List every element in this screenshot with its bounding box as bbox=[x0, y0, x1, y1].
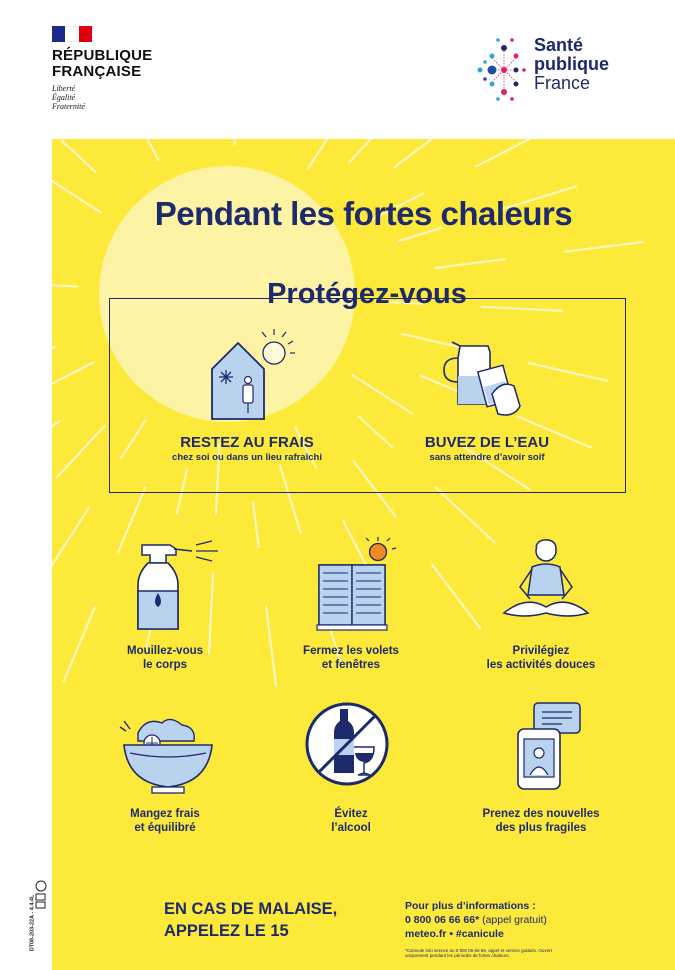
action-label-gentle-activities: Privilégiez les activités douces bbox=[486, 645, 596, 671]
no-alcohol-icon bbox=[302, 699, 392, 789]
sun-ray bbox=[138, 139, 159, 161]
action-label-avoid-alcohol: Évitez l’alcool bbox=[331, 808, 371, 834]
protect-subtitle: Protégez-vous bbox=[267, 278, 467, 310]
recycle-icon bbox=[34, 880, 48, 910]
sun-ray bbox=[266, 607, 276, 686]
french-flag-icon bbox=[52, 26, 92, 42]
protect-box bbox=[109, 298, 626, 493]
info-block bbox=[405, 899, 547, 941]
republique-francaise-logo bbox=[52, 26, 172, 111]
sun-ray bbox=[52, 362, 94, 394]
spray-bottle-icon bbox=[130, 539, 225, 634]
sante-publique-france-logo bbox=[472, 26, 642, 110]
spf-name: Santé publique France bbox=[534, 35, 609, 93]
sun-ray bbox=[64, 607, 95, 681]
sun-ray bbox=[394, 140, 430, 167]
action-label-eat-fresh: Mangez frais et équilibré bbox=[130, 808, 200, 834]
document-code: DT08-203-22A - 4.4.4L bbox=[34, 880, 54, 970]
sun-ray bbox=[62, 141, 95, 172]
phone-message-icon bbox=[512, 699, 592, 794]
sun-ray bbox=[349, 139, 397, 162]
sun-ray bbox=[253, 502, 259, 547]
poster-title: Pendant les fortes chaleurs bbox=[154, 195, 573, 232]
info-phone: 0 800 06 66 66* bbox=[405, 914, 480, 926]
republique-motto: Liberté Égalité Fraternité bbox=[52, 84, 85, 111]
food-bowl-icon bbox=[118, 711, 218, 801]
shutters-icon bbox=[317, 537, 407, 632]
sun-ray bbox=[52, 284, 77, 286]
sun-ray bbox=[52, 508, 89, 575]
sun-ray bbox=[476, 139, 547, 166]
action-label-wet-body: Mouillez-vous le corps bbox=[126, 645, 204, 671]
fine-print: *Canicule info service au 0 800 06 66 66, appel et service gratuits. Ouvert uniquement pendant les périodes de fortes chaleurs. bbox=[405, 948, 552, 958]
info-title: Pour plus d’informations : bbox=[405, 900, 536, 912]
sun-ray bbox=[432, 565, 480, 629]
sun-ray bbox=[234, 139, 237, 144]
republique-francaise-name: RÉPUBLIQUE FRANÇAISE bbox=[52, 47, 153, 80]
action-label-check-vulnerable: Prenez des nouvelles des plus fragiles bbox=[482, 808, 600, 834]
house-snowflake-icon bbox=[204, 327, 294, 422]
drink-water-label: BUVEZ DE L’EAU sans attendre d’avoir soif bbox=[424, 434, 550, 463]
meditation-icon bbox=[496, 537, 596, 627]
sun-ray bbox=[308, 139, 332, 168]
info-phone-note: (appel gratuit) bbox=[479, 914, 547, 926]
water-jug-glass-icon bbox=[440, 336, 535, 426]
sun-ray bbox=[564, 242, 643, 252]
emergency-message: EN CAS DE MALAISE, APPELEZ LE 15 bbox=[164, 900, 338, 940]
spf-dots-icon bbox=[472, 26, 532, 110]
sun-ray bbox=[57, 426, 105, 477]
sun-ray bbox=[52, 421, 60, 448]
stay-cool-label: RESTEZ AU FRAIS chez soi ou dans un lieu rafraîchi bbox=[172, 434, 322, 463]
sun-ray bbox=[436, 488, 495, 542]
sun-ray bbox=[52, 347, 55, 360]
poster bbox=[52, 139, 675, 970]
info-web: meteo.fr • #canicule bbox=[405, 928, 504, 940]
action-label-close-shutters: Fermez les volets et fenêtres bbox=[303, 645, 399, 671]
sun-ray bbox=[435, 259, 504, 268]
